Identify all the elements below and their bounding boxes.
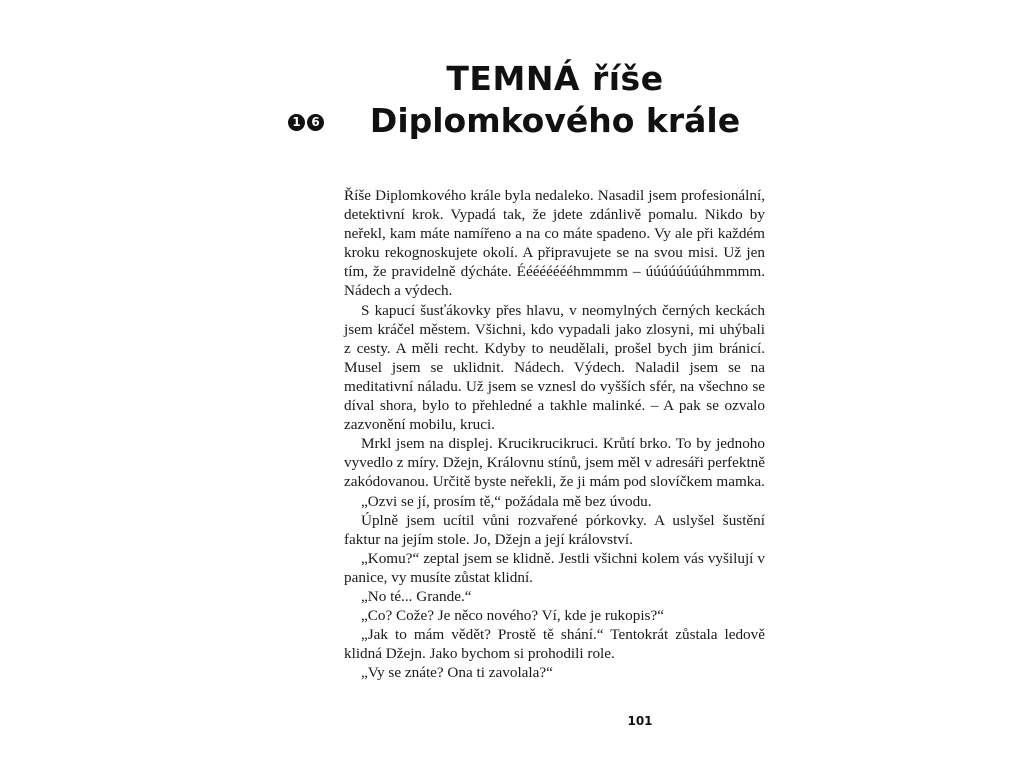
paragraph: „Ozvi se jí, prosím tě,“ požádala mě bez úvodu.	[361, 492, 652, 510]
chapter-body	[344, 186, 765, 682]
paragraph: Úplně jsem ucítil vůni rozvařené pórkovky. A uslyšel šustění faktur na jejím stole. Jo, Džejn a její království.	[344, 511, 765, 548]
paragraph: „No té... Grande.“	[361, 587, 472, 605]
chapter-number	[288, 114, 324, 131]
chapter-title-line1: TEMNÁ říše	[446, 59, 664, 98]
paragraph: S kapucí šusťákovky přes hlavu, v neomylných černých keckách jsem kráčel městem. Všichni, kdo vypadali jako zlosyni, mi uhýbali z cesty. A měli recht. Kdyby to neudělali, prošel bych jim bránicí. Musel jsem se uklidnit. Nádech. Výdech. Naladil jsem se na meditativní náladu. Už jsem se vznesl do vyšších sfér, na všechno se díval shora, bylo to přehledné a takhle malinké. – A pak se ozvalo zazvonění mobilu, kruci.	[344, 301, 765, 434]
chapter-title-line2: Diplomkového krále	[369, 101, 741, 140]
paragraph: Mrkl jsem na displej. Krucikrucikruci. Krůtí brko. To by jednoho vyvedlo z míry. Džejn, Královnu stínů, jsem měl v adresáři perfektně zakódovanou. Určitě byste neřekli, že ji mám pod slovíčkem mamka.	[344, 435, 765, 491]
paragraph: „Jak to mám vědět? Prostě tě shání.“ Tentokrát zůstala ledově klidná Džejn. Jako bychom si prohodili role.	[344, 626, 765, 663]
paragraph: Říše Diplomkového krále byla nedaleko. Nasadil jsem profesionální, detektivní krok. Vypadá tak, že jdete zdánlivě pomalu. Nikdo by neřekl, kam máte namířeno a na co máte spadeno. Vy ale při každém kroku rekognoskujete okolí. A připravujete se na svou misi. Už jen tím, že pravidelně dýcháte. Ééééééééhmmmm – úúúúúúúúhmmmm. Nádech a výdech.	[344, 187, 765, 300]
page-number: 101	[627, 714, 653, 728]
paragraph: „Vy se znáte? Ona ti zavolala?“	[361, 664, 553, 682]
chapter-number-digit: 6	[307, 114, 324, 131]
paragraph: „Komu?“ zeptal jsem se klidně. Jestli všichni kolem vás vyšilují v panice, vy musíte zůstat klidní.	[344, 549, 765, 586]
paragraph: „Co? Cože? Je něco nového? Ví, kde je rukopis?“	[361, 607, 664, 625]
chapter-number-digit: 1	[288, 114, 305, 131]
